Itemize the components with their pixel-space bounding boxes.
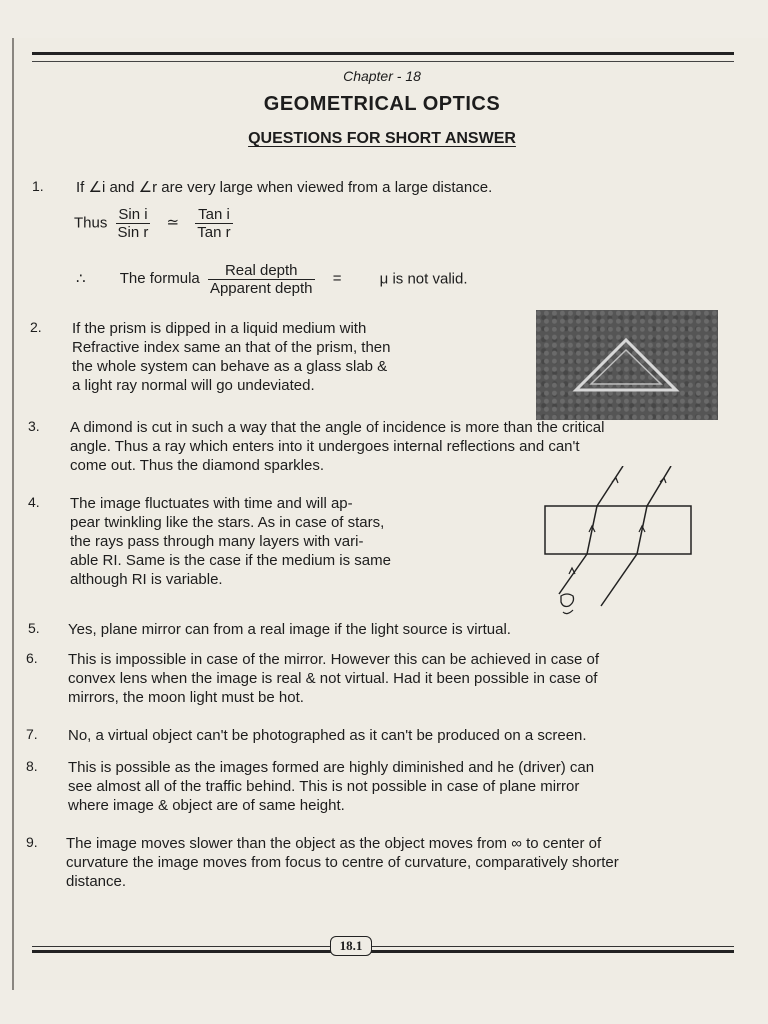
answer-text: If ∠i and ∠r are very large when viewed from a large distance.: [76, 179, 493, 196]
page-title: GEOMETRICAL OPTICS: [263, 93, 501, 115]
equation-depth: ∴ The formula $\frac{\text{Real depth}}{\text{Apparent depth}}$ = μ is not valid.: [76, 262, 468, 297]
answer-number: 3.: [28, 418, 40, 434]
answer-text: The image fluctuates with time and will ap- pear twinkling like the stars. As in case of stars, the rays pass through many layers with vari- able RI. Same is the case if the medium is same although RI is variable.: [70, 495, 391, 588]
page-number: 18.1: [330, 936, 372, 956]
answer-text: Yes, plane mirror can from a real image if the light source is virtual.: [68, 621, 511, 638]
answer-number: 9.: [26, 834, 38, 850]
document-page: [12, 38, 768, 990]
chapter-label: Chapter - 18: [343, 68, 421, 84]
glass-slab-diagram: [539, 466, 709, 626]
equation-sin-tan: Thus $\frac{\text{Sin i}}{\text{Sin r}}$ ≃ $\frac{\text{Tan i}}{\text{Tan r}}$: [74, 206, 231, 241]
answer-number: 5.: [28, 620, 40, 636]
fraction-sin: $\frac{\text{Sin i}}{\text{Sin r}}$: [117, 206, 149, 241]
answer-text: The image moves slower than the object as the object moves from ∞ to center of curvature the image moves from focus to centre of curvature, comparatively shorter distance.: [66, 835, 619, 890]
answer-text: If the prism is dipped in a liquid medium with Refractive index same an that of the prism, then the whole system can behave as a glass slab & a light ray normal will go undeviated.: [72, 320, 391, 394]
top-rule: [32, 52, 734, 62]
answer-number: 7.: [26, 726, 38, 742]
bottom-rule: [32, 943, 734, 957]
answer-text: A dimond is cut in such a way that the angle of incidence is more than the critical angle. Thus a ray which enters into it undergoes internal reflections and can't come out. Thus the diamond sparkles.: [70, 419, 605, 474]
answer-number: 8.: [26, 758, 38, 774]
answer-text: No, a virtual object can't be photographed as it can't be produced on a screen.: [68, 727, 587, 744]
fraction-depth: $\frac{\text{Real depth}}{\text{Apparent depth}}$: [209, 262, 313, 297]
answer-number: 6.: [26, 650, 38, 666]
fraction-tan: $\frac{\text{Tan i}}{\text{Tan r}}$: [197, 206, 231, 241]
answer-number: 2.: [30, 319, 42, 335]
answer-text: This is possible as the images formed are highly diminished and he (driver) can see almost all of the traffic behind. This is not possible in case of plane mirror where image & object are of same height.: [68, 759, 595, 814]
section-heading: QUESTIONS FOR SHORT ANSWER: [248, 130, 516, 147]
prism-in-liquid-photo: [536, 310, 718, 420]
answer-number: 1.: [32, 178, 44, 194]
answer-number: 4.: [28, 494, 40, 510]
prism-icon: [536, 310, 718, 420]
answer-text: This is impossible in case of the mirror. However this can be achieved in case of convex lens when the image is real & not virtual. Had it been possible in case of mirrors, the moon light must be hot.: [68, 651, 600, 706]
